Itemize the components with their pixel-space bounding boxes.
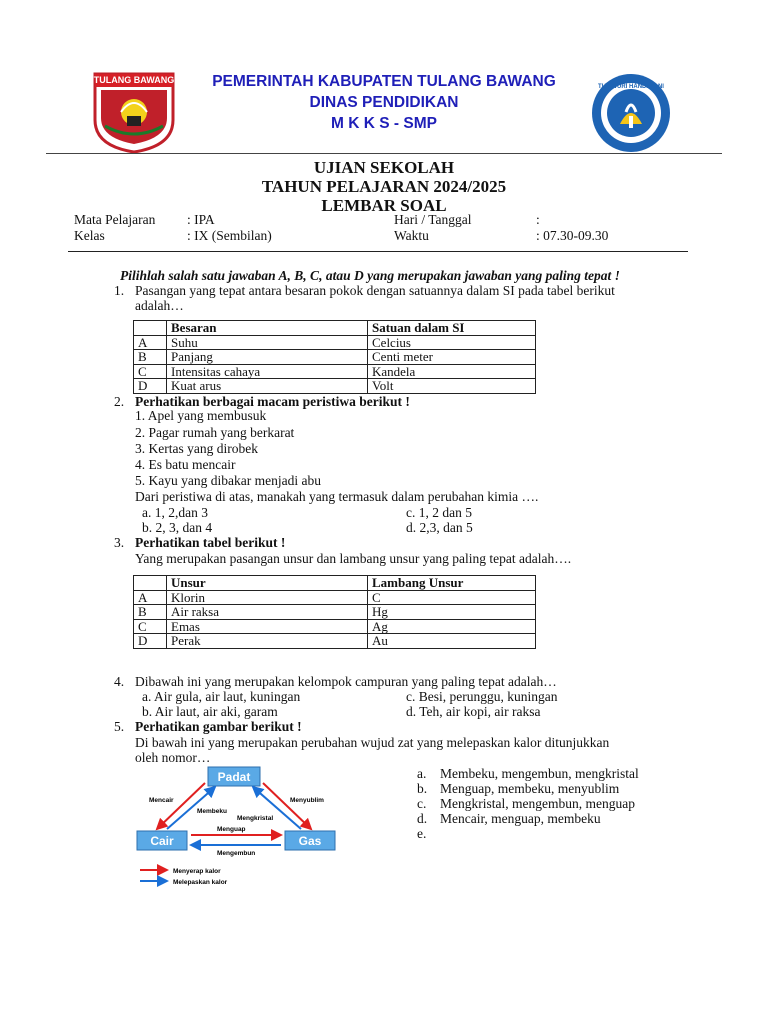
table-cell: C: [368, 590, 536, 605]
q5-number: 5.: [114, 719, 125, 734]
table-row: [134, 335, 536, 350]
table-header-row: [134, 321, 536, 336]
table-cell: A: [134, 335, 167, 350]
info-divider: [68, 251, 688, 252]
cair-label: Cair: [150, 834, 174, 848]
kop-surat: [0, 60, 768, 160]
menyublim-label: Menyublim: [290, 797, 324, 804]
q1-number: 1.: [114, 283, 125, 298]
table-cell: D: [134, 634, 167, 649]
q2-item: 5. Kayu yang dibakar menjadi abu: [135, 473, 321, 488]
option-letter: b.: [417, 781, 428, 796]
q2-item: 1. Apel yang membusuk: [135, 408, 267, 423]
q4-question: Dibawah ini yang merupakan kelompok campuran yang paling tepat adalah…: [135, 674, 557, 689]
q4-option-c[interactable]: c. Besi, perunggu, kuningan: [406, 689, 558, 704]
legend-serap-label: Menyerap kalor: [173, 868, 221, 875]
q5-title: Perhatikan gambar berikut !: [135, 719, 302, 734]
instruction: Pilihlah salah satu jawaban A, B, C, atau D yang merupakan jawaban yang paling tepat !: [120, 268, 620, 283]
q2-item: 3. Kertas yang dirobek: [135, 441, 258, 456]
q5-question-2: oleh nomor…: [135, 750, 211, 765]
table-header-cell: Unsur: [167, 576, 368, 591]
left-logo-text: TULANG BAWANG: [93, 75, 175, 85]
q2-question: Dari peristiwa di atas, manakah yang termasuk dalam perubahan kimia ….: [135, 489, 539, 504]
q3-title: Perhatikan tabel berikut !: [135, 535, 286, 550]
mengembun-label: Mengembun: [217, 850, 256, 857]
table-cell: Emas: [167, 619, 368, 634]
q5-question-1: Di bawah ini yang merupakan perubahan wujud zat yang melepaskan kalor ditunjukkan: [135, 735, 610, 750]
table-cell: B: [134, 350, 167, 365]
mengkristal-arrow: [253, 787, 301, 829]
table-row: [134, 605, 536, 620]
q1-table: [133, 320, 536, 394]
table-cell: Air raksa: [167, 605, 368, 620]
menguap-label: Menguap: [217, 826, 246, 833]
tulang-bawang-logo: [93, 72, 175, 154]
option-letter: e.: [417, 826, 427, 841]
option-text: Mengkristal, mengembun, menguap: [440, 796, 635, 811]
q4-option-b[interactable]: b. Air laut, air aki, garam: [142, 704, 278, 719]
table-cell: Au: [368, 634, 536, 649]
q2-option-a[interactable]: a. 1, 2,dan 3: [142, 505, 208, 520]
waktu-value: : 07.30-09.30: [536, 228, 609, 243]
table-cell: Hg: [368, 605, 536, 620]
table-row: [134, 364, 536, 379]
padat-label: Padat: [217, 770, 251, 784]
table-cell: Klorin: [167, 590, 368, 605]
kelas-value: : IX (Sembilan): [187, 228, 272, 243]
table-header-cell: Lambang Unsur: [368, 576, 536, 591]
table-row: [134, 350, 536, 365]
legend-lepas-label: Melepaskan kalor: [173, 879, 228, 886]
table-header-cell: Besaran: [167, 321, 368, 336]
q1-text-2: adalah…: [135, 298, 184, 313]
kop-line-1: PEMERINTAH KABUPATEN TULANG BAWANG: [212, 73, 556, 90]
q4-option-a[interactable]: a. Air gula, air laut, kuningan: [142, 689, 301, 704]
kop-line-2: DINAS PENDIDIKAN: [309, 94, 459, 111]
title-line-3: LEMBAR SOAL: [321, 196, 447, 215]
q2-title: Perhatikan berbagai macam peristiwa berikut !: [135, 394, 410, 409]
kop-divider: [46, 153, 722, 154]
title-line-2: TAHUN PELAJARAN 2024/2025: [261, 177, 507, 196]
table-cell: Perak: [167, 634, 368, 649]
q1-text-1: Pasangan yang tepat antara besaran pokok dengan satuannya dalam SI pada tabel berikut: [135, 283, 615, 298]
kop-line-3: M K K S - SMP: [331, 115, 437, 132]
table-row: [134, 634, 536, 649]
mengkristal-label: Mengkristal: [237, 815, 274, 822]
phase-change-diagram: [135, 765, 337, 889]
table-cell: A: [134, 590, 167, 605]
mencair-label: Mencair: [149, 797, 174, 804]
q2-option-c[interactable]: c. 1, 2 dan 5: [406, 505, 472, 520]
table-row: [134, 379, 536, 394]
mencair-arrow: [157, 783, 205, 829]
title-line-1: UJIAN SEKOLAH: [313, 158, 455, 177]
mapel-label: Mata Pelajaran: [74, 212, 156, 227]
q2-number: 2.: [114, 394, 125, 409]
table-row: [134, 619, 536, 634]
table-cell: Panjang: [167, 350, 368, 365]
option-text: Membeku, mengembun, mengkristal: [440, 766, 639, 781]
q2-item: 4. Es batu mencair: [135, 457, 236, 472]
hari-label: Hari / Tanggal: [394, 212, 472, 227]
option-text: Mencair, menguap, membeku: [440, 811, 601, 826]
table-header-cell: [134, 321, 167, 336]
table-cell: Centi meter: [368, 350, 536, 365]
q4-option-d[interactable]: d. Teh, air kopi, air raksa: [406, 704, 541, 719]
q2-item: 2. Pagar rumah yang berkarat: [135, 425, 295, 440]
table-header-row: [134, 576, 536, 591]
q4-number: 4.: [114, 674, 125, 689]
q2-option-b[interactable]: b. 2, 3, dan 4: [142, 520, 213, 535]
option-text: Menguap, membeku, menyublim: [440, 781, 620, 796]
table-cell: Kuat arus: [167, 379, 368, 394]
q3-number: 3.: [114, 535, 125, 550]
q2-option-d[interactable]: d. 2,3, dan 5: [406, 520, 473, 535]
table-cell: B: [134, 605, 167, 620]
table-cell: C: [134, 364, 167, 379]
mapel-value: : IPA: [187, 212, 215, 227]
table-cell: Volt: [368, 379, 536, 394]
membeku-label: Membeku: [197, 808, 227, 815]
q5-option[interactable]: [417, 811, 601, 826]
q5-option[interactable]: [417, 796, 635, 811]
table-cell: Suhu: [167, 335, 368, 350]
q5-option[interactable]: [417, 766, 639, 781]
table-cell: D: [134, 379, 167, 394]
right-logo-text: TUT WURI HANDAYANI: [598, 84, 664, 90]
q5-option[interactable]: [417, 781, 619, 796]
q5-option[interactable]: [417, 826, 440, 841]
option-letter: c.: [417, 796, 427, 811]
table-cell: Ag: [368, 619, 536, 634]
table-header-cell: [134, 576, 167, 591]
table-cell: Celcius: [368, 335, 536, 350]
gas-label: Gas: [298, 834, 322, 848]
tut-wuri-handayani-logo: [590, 72, 672, 154]
waktu-label: Waktu: [394, 228, 429, 243]
table-row: [134, 590, 536, 605]
q3-question: Yang merupakan pasangan unsur dan lambang unsur yang paling tepat adalah….: [135, 551, 572, 566]
table-cell: C: [134, 619, 167, 634]
table-cell: Intensitas cahaya: [167, 364, 368, 379]
table-cell: Kandela: [368, 364, 536, 379]
option-letter: d.: [417, 811, 428, 826]
kelas-label: Kelas: [74, 228, 105, 243]
hari-value: :: [536, 212, 540, 227]
table-header-cell: Satuan dalam SI: [368, 321, 536, 336]
menyublim-arrow: [263, 783, 311, 829]
option-letter: a.: [417, 766, 427, 781]
q3-table: [133, 575, 536, 649]
